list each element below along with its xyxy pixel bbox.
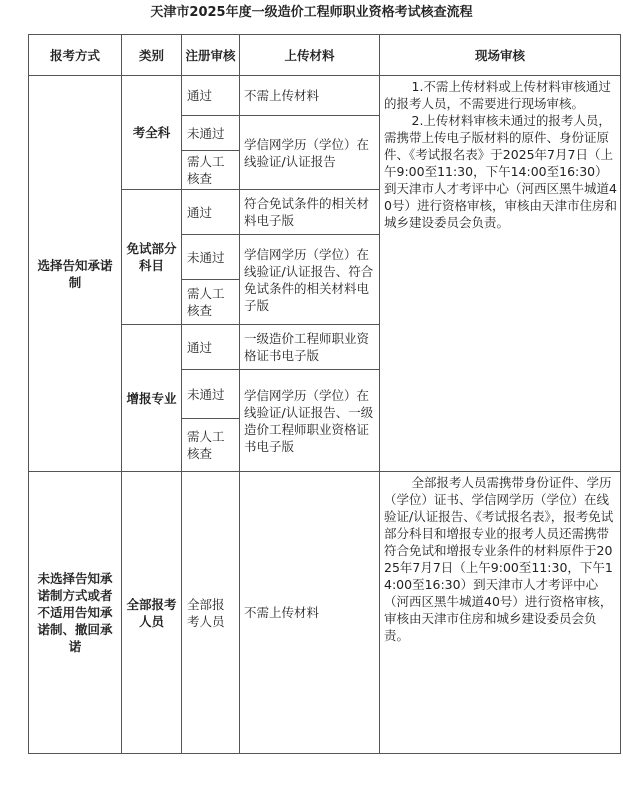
review-cell: 全部报考人员 [182,472,240,754]
review-process-table [28,34,621,754]
header-method: 报考方式 [29,35,122,76]
table-row [29,76,621,116]
onsite-paragraph: 全部报考人员需携带身份证件、学历（学位）证书、学信网学历（学位）在线验证/认证报告、《考试报名表》，报考免试部分科目和增报专业的报考人员还需携带符合免试和增报专业条件的材料原件于2025年7月7日（上午9:00至11:30，下午14:00至16:30）到天津市人才考评中心（河西区黑牛城道40号）进行资格审核，审核由天津市住房和城乡建设委员会负责。 [384,475,614,643]
document-title: 天津市2025年度一级造价工程师职业资格考试核查流程 [150,5,473,20]
material-cell: 学信网学历（学位）在线验证/认证报告 [240,116,380,190]
review-cell: 需人工核查 [182,419,240,472]
review-cell: 通过 [182,76,240,116]
review-cell: 通过 [182,325,240,370]
material-cell: 学信网学历（学位）在线验证/认证报告、符合免试条件的相关材料电子版 [240,235,380,325]
header-review: 注册审核 [182,35,240,76]
review-cell: 需人工核查 [182,151,240,190]
method-cell: 选择告知承诺制 [29,76,122,472]
review-cell: 未通过 [182,235,240,280]
material-cell: 一级造价工程师职业资格证书电子版 [240,325,380,370]
table-row [29,472,621,754]
category-cell: 增报专业 [122,325,182,472]
review-cell: 需人工核查 [182,280,240,325]
onsite-review-cell [380,76,621,472]
category-cell: 考全科 [122,76,182,190]
category-cell: 免试部分科目 [122,190,182,325]
review-cell: 通过 [182,190,240,235]
material-cell: 不需上传材料 [240,472,380,754]
onsite-paragraph: 1.不需上传材料或上传材料审核通过的报考人员，不需要进行现场审核。 [384,79,611,111]
table-header-row [29,35,621,76]
method-cell: 未选择告知承诺制方式或者不适用告知承诺制、撤回承诺 [29,472,122,754]
category-cell: 全部报考人员 [122,472,182,754]
material-cell: 不需上传材料 [240,76,380,116]
review-cell: 未通过 [182,116,240,151]
header-onsite: 现场审核 [380,35,621,76]
review-cell: 未通过 [182,370,240,419]
material-cell: 符合免试条件的相关材料电子版 [240,190,380,235]
header-category: 类别 [122,35,182,76]
material-cell: 学信网学历（学位）在线验证/认证报告、一级造价工程师职业资格证书电子版 [240,370,380,472]
header-material: 上传材料 [240,35,380,76]
onsite-paragraph: 2.上传材料审核未通过的报考人员，需携带上传电子版材料的原件、身份证原件、《考试报名表》于2025年7月7日（上午9:00至11:30，下午14:00至16:30）到天津市人才考评中心（河西区黑牛城道40号）进行资格审核，审核由天津市住房和城乡建设委员会负责。 [384,113,617,230]
onsite-review-cell [380,472,621,754]
